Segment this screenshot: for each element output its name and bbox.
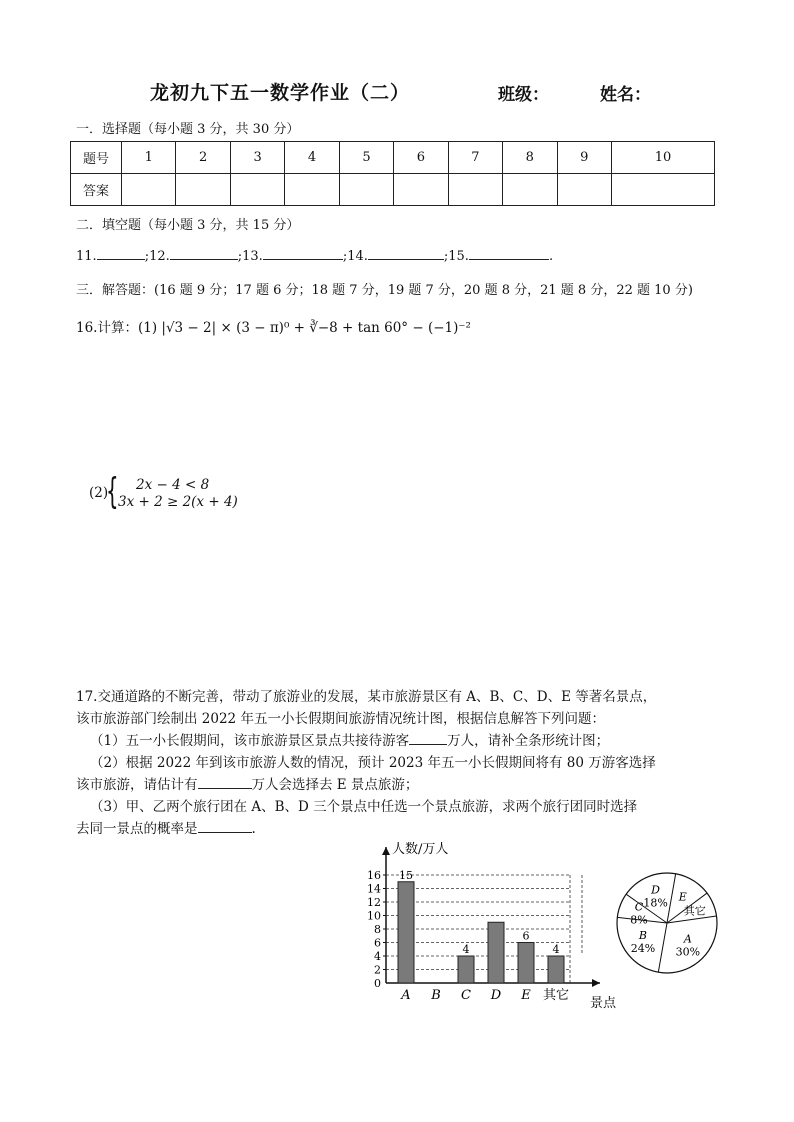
y-tick-label: 0 xyxy=(374,977,381,990)
q17-intro: 17.交通道路的不断完善，带动了旅游业的发展，某市旅游景区有 A、B、C、D、E 等著名景点， xyxy=(76,689,657,705)
question-number: 7 xyxy=(448,142,502,174)
q17-part3: （3）甲、乙两个旅行团在 A、B、D 三个景点中任选一个景点旅游，求两个旅行团同时选择 xyxy=(90,799,638,815)
answer-cell[interactable] xyxy=(339,174,393,206)
fill-blank-line xyxy=(76,247,553,264)
y-tick-label: 10 xyxy=(367,909,381,923)
q16-part2-label: (2) xyxy=(89,485,109,501)
blank-line[interactable] xyxy=(170,247,238,260)
section2-heading: 二．填空题（每小题 3 分，共 15 分） xyxy=(76,218,300,233)
answer-cell[interactable] xyxy=(176,174,230,206)
blank-label: ;14. xyxy=(342,249,368,264)
bar-chart xyxy=(350,835,630,1015)
answer-table xyxy=(70,141,715,206)
blank-line[interactable] xyxy=(469,247,549,260)
question-number: 10 xyxy=(611,142,714,174)
pie-chart xyxy=(612,868,722,978)
section1-heading: 一．选择题（每小题 3 分，共 30 分） xyxy=(76,122,300,137)
y-tick-label: 8 xyxy=(374,923,381,936)
answer-blank[interactable] xyxy=(409,732,447,745)
q17-part2-text: 万人会选择去 E 景点旅游； xyxy=(251,777,419,793)
q17-part2-cont xyxy=(76,774,756,796)
answer-cell[interactable] xyxy=(230,174,284,206)
blank-label: ;12. xyxy=(144,249,170,264)
y-axis-label: 人数/万人 xyxy=(392,842,449,857)
y-tick-label: 14 xyxy=(367,882,381,896)
pie-slice-label: 其它 xyxy=(683,904,706,918)
data-label: 6 xyxy=(522,929,530,943)
q16-expression: (1) |√3 − 2| × (3 − π)⁰ + ∛−8 + tan 60° − (−1)⁻² xyxy=(137,320,471,336)
question-number: 5 xyxy=(339,142,393,174)
class-label: 班级： xyxy=(498,85,549,105)
pie-slice-percent: 24% xyxy=(630,941,656,955)
y-tick-label: 2 xyxy=(374,963,381,977)
pie-slice-percent: 30% xyxy=(675,945,701,959)
blank-label: . xyxy=(548,249,554,264)
bar xyxy=(518,943,534,984)
bar xyxy=(488,922,504,983)
x-tick-label: D xyxy=(490,988,502,1003)
q17-part2-text: 该市旅游，请估计有 xyxy=(76,777,198,793)
answer-blank[interactable] xyxy=(198,776,252,789)
y-tick-label: 16 xyxy=(367,869,381,882)
inequality-2: 3x + 2 ≥ 2(x + 4) xyxy=(118,494,238,510)
blank-label: ;13. xyxy=(237,249,263,264)
answer-cell[interactable] xyxy=(285,174,339,206)
question-number: 3 xyxy=(230,142,284,174)
blank-line[interactable] xyxy=(368,247,444,260)
q16-label: 16.计算： xyxy=(76,320,138,336)
question-number: 4 xyxy=(285,142,339,174)
q17-part3-text: 去同一景点的概率是 xyxy=(76,821,198,837)
data-label: 4 xyxy=(462,943,470,956)
data-label: 4 xyxy=(552,943,560,956)
answer-cell[interactable] xyxy=(448,174,502,206)
y-tick-label: 12 xyxy=(367,896,381,909)
pie-slice-label: B xyxy=(638,928,648,942)
row-head-answer: 答案 xyxy=(71,174,122,206)
answer-blank[interactable] xyxy=(198,820,252,833)
blank-label: ;15. xyxy=(443,249,469,264)
y-tick-label: 6 xyxy=(374,936,381,950)
x-axis-label: 景点 xyxy=(590,996,617,1011)
pie-slice-percent: 8% xyxy=(630,913,648,927)
y-axis-arrow xyxy=(382,847,390,855)
q17-part2: （2）根据 2022 年到该市旅游人数的情况，预计 2023 年五一小长假期间将有 80 万游客选择 xyxy=(90,755,656,771)
pie-slice-percent: 18% xyxy=(643,896,668,910)
page-title: 龙初九下五一数学作业（二） xyxy=(150,82,411,104)
question-number: 9 xyxy=(557,142,611,174)
bar xyxy=(548,956,564,983)
question-number: 8 xyxy=(503,142,557,174)
answer-cell[interactable] xyxy=(611,174,714,206)
q17-intro: 该市旅游部门绘制出 2022 年五一小长假期间旅游情况统计图，根据信息解答下列问题： xyxy=(76,711,605,727)
brace-symbol: { xyxy=(106,471,119,512)
question-number: 6 xyxy=(394,142,448,174)
q17-part1 xyxy=(76,730,756,752)
data-label: 15 xyxy=(399,868,413,882)
q17-part1-text: （1）五一小长假期间，该市旅游景区景点共接待游客 xyxy=(90,733,410,749)
pie-slice-label: E xyxy=(678,890,687,904)
name-label: 姓名： xyxy=(600,85,651,105)
x-tick-label: 其它 xyxy=(542,988,570,1003)
blank-line[interactable] xyxy=(263,247,343,260)
x-tick-label: B xyxy=(431,988,441,1003)
x-tick-label: C xyxy=(461,988,471,1003)
answer-cell[interactable] xyxy=(394,174,448,206)
blank-line[interactable] xyxy=(97,247,145,260)
answer-cell[interactable] xyxy=(122,174,176,206)
pie-slice-label: D xyxy=(651,883,660,897)
inequality-1: 2x − 4 < 8 xyxy=(136,477,210,493)
answer-cell[interactable] xyxy=(557,174,611,206)
x-tick-label: A xyxy=(401,988,411,1003)
blank-label: 11. xyxy=(76,249,97,264)
question-number: 2 xyxy=(176,142,230,174)
x-axis-arrow xyxy=(592,979,600,987)
bar xyxy=(398,882,414,983)
bar xyxy=(458,956,474,983)
q16-part1 xyxy=(76,316,471,336)
pie-slice-label: C xyxy=(634,900,644,914)
y-tick-label: 4 xyxy=(374,950,381,963)
row-head-number: 题号 xyxy=(71,142,122,174)
section3-heading: 三．解答题：(16 题 9 分；17 题 6 分；18 题 7 分，19 题 7 分，20 题 8 分，21 题 8 分，22 题 10 分) xyxy=(76,283,693,298)
q17-part3-text: . xyxy=(251,821,256,837)
x-tick-label: E xyxy=(521,988,531,1003)
q17-part1-text: 万人，请补全条形统计图； xyxy=(447,733,610,749)
pie-slice-label: A xyxy=(683,932,692,946)
answer-cell[interactable] xyxy=(503,174,557,206)
q17-text xyxy=(76,686,756,840)
question-number: 1 xyxy=(122,142,176,174)
